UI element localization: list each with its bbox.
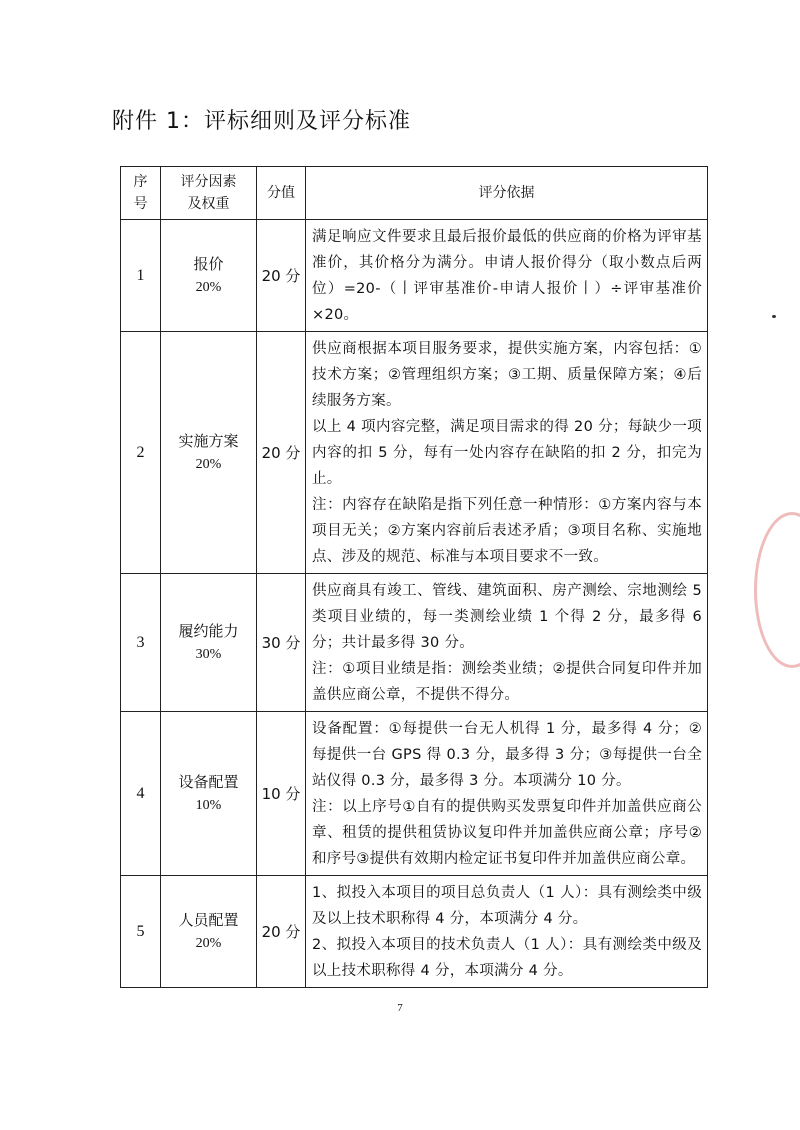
- table-header-row: [121, 167, 708, 220]
- table-row: [121, 876, 708, 988]
- row-basis-cell: [306, 574, 708, 712]
- row-factor-cell: [161, 876, 257, 988]
- red-stamp-mark: [754, 512, 800, 668]
- row-score: 20 分: [257, 876, 306, 988]
- factor-weight: 20%: [195, 935, 222, 951]
- factor-weight: 20%: [195, 456, 222, 472]
- row-factor-cell: [161, 332, 257, 574]
- factor-weight: 10%: [195, 797, 222, 813]
- scan-speck: [772, 315, 776, 318]
- row-factor-cell: [161, 574, 257, 712]
- row-index: 1: [121, 220, 161, 332]
- basis-paragraph: 供应商根据本项目服务要求，提供实施方案，内容包括：①技术方案；②管理组织方案；③工期、质量保障方案；④后续服务方案。: [312, 341, 702, 409]
- factor-name: 人员配置: [178, 910, 239, 929]
- factor-name: 报价: [193, 254, 224, 273]
- basis-paragraph: 1、拟投入本项目的项目总负责人（1 人）：具有测绘类中级及以上技术职称得 4 分，本项满分 4 分。: [312, 885, 702, 927]
- row-basis-cell: [306, 220, 708, 332]
- row-index: 3: [121, 574, 161, 712]
- factor-name: 实施方案: [178, 431, 239, 450]
- page-number: 7: [397, 1002, 403, 1014]
- table-body: [121, 220, 708, 988]
- row-basis-cell: [306, 876, 708, 988]
- table-row: [121, 712, 708, 876]
- scoring-table: [120, 166, 708, 988]
- header-factor: 评分因素及权重: [161, 167, 257, 220]
- row-factor-cell: [161, 712, 257, 876]
- row-basis-cell: [306, 712, 708, 876]
- row-factor-cell: [161, 220, 257, 332]
- basis-paragraph: 注：①项目业绩是指：测绘类业绩；②提供合同复印件并加盖供应商公章，不提供不得分。: [312, 661, 702, 703]
- header-score: 分值: [257, 167, 306, 220]
- row-score: 10 分: [257, 712, 306, 876]
- basis-paragraph: 设备配置：①每提供一台无人机得 1 分，最多得 4 分；②每提供一台 GPS 得 0.3 分，最多得 3 分；③每提供一台全站仪得 0.3 分，最多得 3 分。本项满分 10 分。: [312, 721, 702, 789]
- basis-paragraph: 供应商具有竣工、管线、建筑面积、房产测绘、宗地测绘 5 类项目业绩的，每一类测绘业绩 1 个得 2 分，最多得 6 分；共计最多得 30 分。: [312, 583, 702, 651]
- row-index: 2: [121, 332, 161, 574]
- basis-paragraph: 以上 4 项内容完整，满足项目需求的得 20 分；每缺少一项内容的扣 5 分，每有一处内容存在缺陷的扣 2 分，扣完为止。: [312, 419, 702, 487]
- row-score: 20 分: [257, 332, 306, 574]
- table-row: [121, 332, 708, 574]
- page-title: 附件 1：评标细则及评分标准: [112, 109, 411, 134]
- table-row: [121, 574, 708, 712]
- header-index: 序号: [121, 167, 161, 220]
- header-basis: 评分依据: [306, 167, 708, 220]
- basis-paragraph: 注：以上序号①自有的提供购买发票复印件并加盖供应商公章、租赁的提供租赁协议复印件并加盖供应商公章；序号②和序号③提供有效期内检定证书复印件并加盖供应商公章。: [312, 799, 702, 867]
- row-index: 4: [121, 712, 161, 876]
- basis-paragraph: 满足响应文件要求且最后报价最低的供应商的价格为评审基准价，其价格分为满分。申请人报价得分（取小数点后两位）=20-（丨评审基准价-申请人报价丨）÷评审基准价×20。: [312, 229, 702, 323]
- basis-paragraph: 2、拟投入本项目的技术负责人（1 人）：具有测绘类中级及以上技术职称得 4 分，本项满分 4 分。: [312, 937, 702, 979]
- factor-name: 履约能力: [178, 621, 239, 640]
- table-row: [121, 220, 708, 332]
- basis-paragraph: 注：内容存在缺陷是指下列任意一种情形：①方案内容与本项目无关；②方案内容前后表述矛盾；③项目名称、实施地点、涉及的规范、标准与本项目要求不一致。: [312, 497, 702, 565]
- factor-weight: 30%: [195, 646, 222, 662]
- row-basis-cell: [306, 332, 708, 574]
- factor-weight: 20%: [195, 279, 222, 295]
- factor-name: 设备配置: [178, 772, 239, 791]
- row-score: 30 分: [257, 574, 306, 712]
- row-score: 20 分: [257, 220, 306, 332]
- row-index: 5: [121, 876, 161, 988]
